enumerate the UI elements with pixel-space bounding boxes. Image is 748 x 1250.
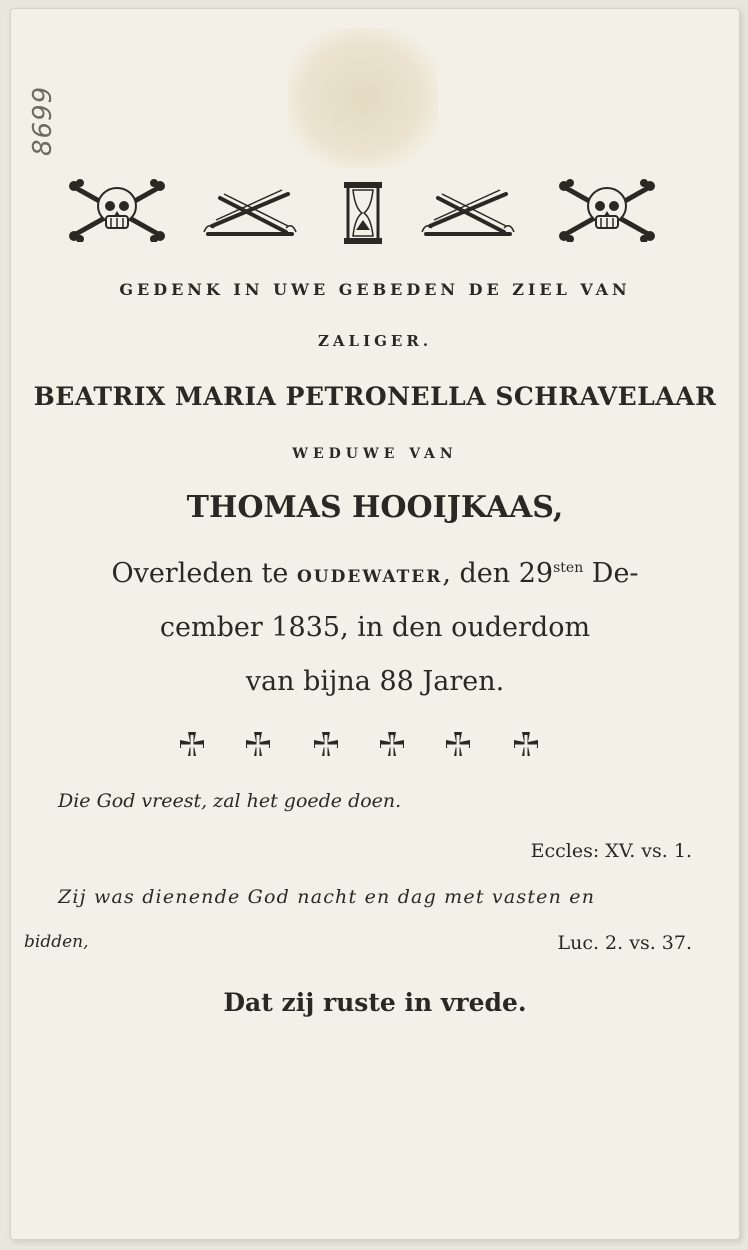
paper-stain [288, 28, 438, 168]
death-line-2: cember 1835, in den ouderdom [159, 612, 591, 643]
skull-crossbones-icon [556, 178, 658, 242]
death-text-c: De- [583, 558, 639, 589]
iron-cross-icon [510, 730, 542, 762]
widow-of-label: WEDUWE VAN [292, 446, 458, 462]
header-line-2: ZALIGER. [317, 332, 433, 350]
crossed-torches-icon [420, 184, 516, 240]
hourglass-icon [342, 180, 384, 246]
memorial-card [10, 8, 740, 1240]
crossed-torches-icon [202, 184, 298, 240]
iron-cross-icon [242, 730, 274, 762]
cross-row [10, 730, 740, 770]
death-line-1 [10, 558, 740, 589]
quote-2-line-2: bidden, [24, 932, 89, 952]
death-line-3: van bijna 88 Jaren. [245, 666, 505, 697]
spouse-name: THOMAS HOOIJKAAS, [186, 490, 564, 525]
reference-1: Eccles: XV. vs. 1. [530, 840, 692, 862]
header-line-1: GEDENK IN UWE GEBEDEN DE ZIEL VAN [119, 280, 631, 299]
quote-2-line-1: Zij was dienende God nacht en dag met vasten en [58, 886, 596, 908]
death-text-b: , den 29 [442, 558, 554, 589]
iron-cross-icon [310, 730, 342, 762]
deceased-name: BEATRIX MARIA PETRONELLA SCHRAVELAAR [33, 382, 717, 411]
closing-prayer: Dat zij ruste in vrede. [223, 988, 527, 1017]
quote-1: Die God vreest, zal het goede doen. [58, 790, 402, 812]
death-place: OUDEWATER [296, 567, 443, 587]
handwritten-number: 8699 [28, 85, 58, 156]
iron-cross-icon [176, 730, 208, 762]
skull-crossbones-icon [66, 178, 168, 242]
iron-cross-icon [442, 730, 474, 762]
iron-cross-icon [376, 730, 408, 762]
death-text-a: Overleden te [111, 558, 289, 589]
reference-2: Luc. 2. vs. 37. [557, 932, 692, 954]
death-day-suffix: sten [553, 560, 584, 576]
ornament-row [10, 178, 740, 258]
